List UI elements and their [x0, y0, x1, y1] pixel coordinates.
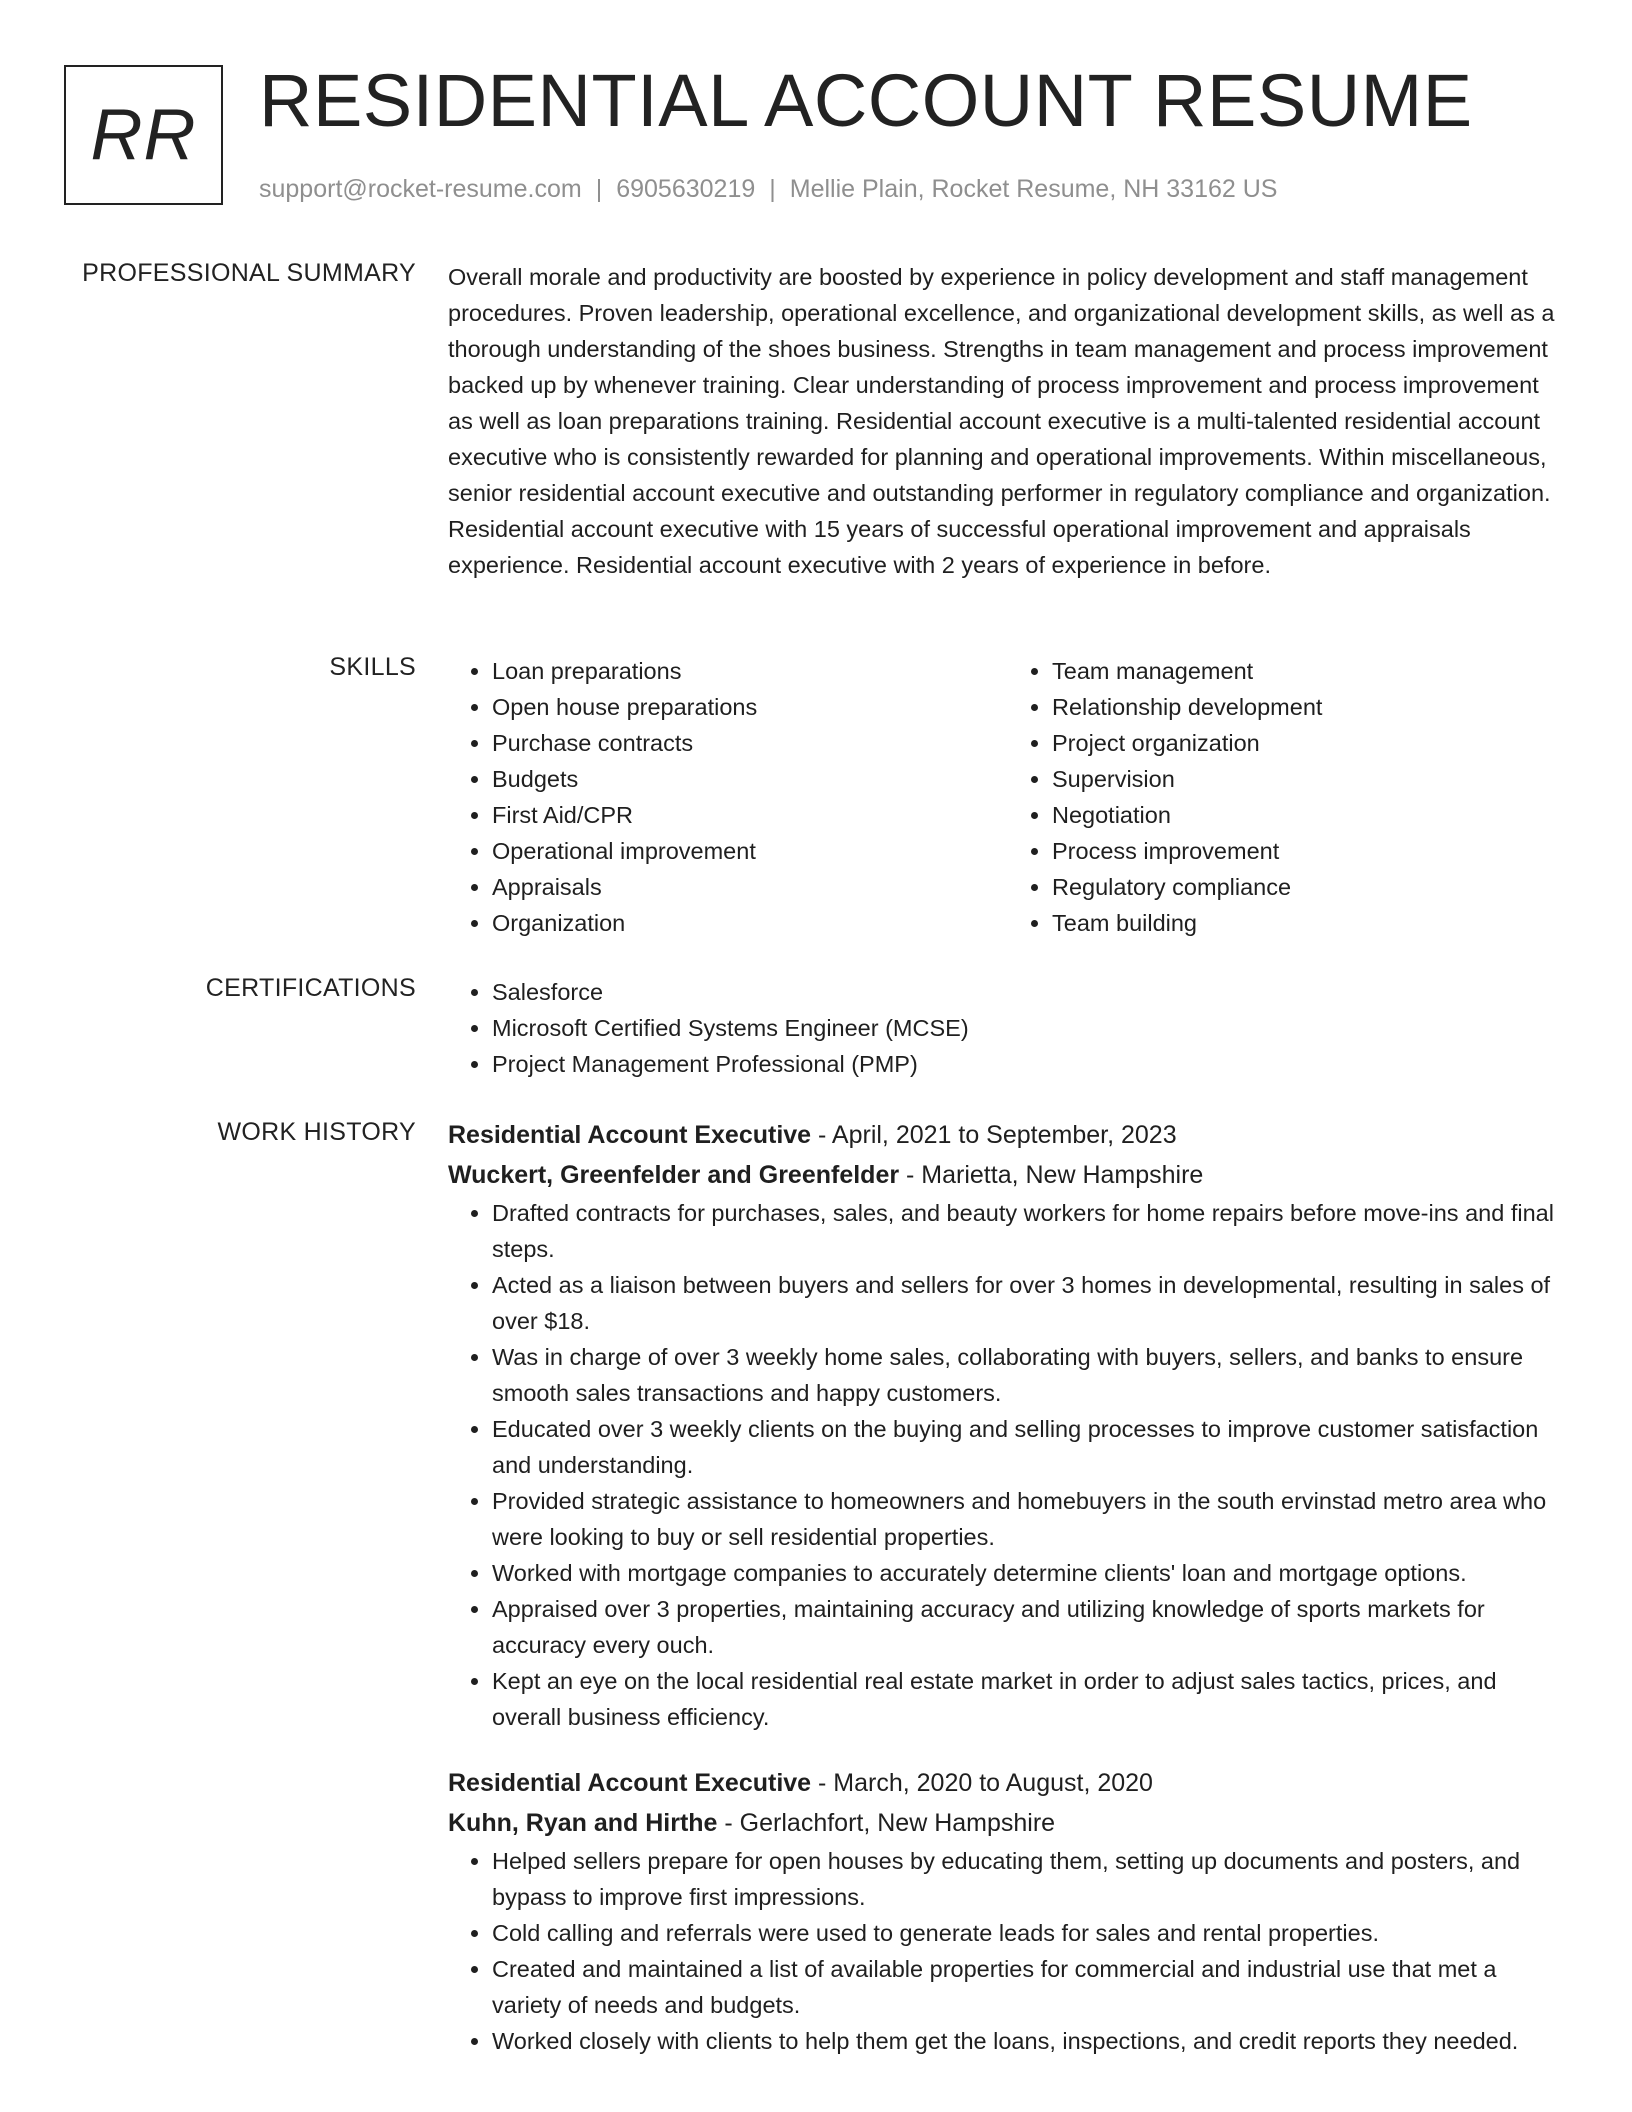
job-title-line	[448, 1763, 1568, 1803]
summary-body	[448, 259, 1568, 583]
job-company: Wuckert, Greenfelder and Greenfelder	[448, 1161, 900, 1189]
job-bullets	[448, 1843, 1568, 2059]
job-title: Residential Account Executive	[448, 1121, 812, 1149]
work-history-body	[448, 1115, 1568, 2059]
skills-list-right	[1008, 653, 1568, 941]
certification-item: • Project Management Professional (PMP)	[492, 1046, 1568, 1082]
resume-title: RESIDENTIAL ACCOUNT RESUME	[259, 59, 1473, 142]
section-label-summary: PROFESSIONAL SUMMARY	[82, 259, 416, 287]
job-company: Kuhn, Ryan and Hirthe	[448, 1809, 718, 1837]
contact-email: support@rocket-resume.com	[259, 175, 582, 203]
contact-line	[259, 175, 1277, 204]
section-label-work-history: WORK HISTORY	[217, 1118, 416, 1146]
skill-item: • Purchase contracts	[492, 725, 1008, 761]
job-bullet: • Drafted contracts for purchases, sales, and beauty workers for home repairs before move-ins and final steps.	[492, 1195, 1568, 1267]
contact-separator: |	[595, 175, 603, 203]
job-bullet: • Worked with mortgage companies to accurately determine clients' loan and mortgage options.	[492, 1555, 1568, 1591]
job-dates: - April, 2021 to September, 2023	[811, 1121, 1177, 1149]
job-bullet: • Worked closely with clients to help them get the loans, inspections, and credit reports they needed.	[492, 2023, 1568, 2059]
contact-address: Mellie Plain, Rocket Resume, NH 33162 US	[789, 175, 1278, 203]
skill-item: • First Aid/CPR	[492, 797, 1008, 833]
skills-body	[448, 653, 1568, 941]
skill-item: • Budgets	[492, 761, 1008, 797]
job-entry	[448, 1763, 1568, 2059]
resume-header	[64, 59, 1568, 215]
job-title: Residential Account Executive	[448, 1769, 812, 1797]
job-bullet: • Provided strategic assistance to homeowners and homebuyers in the south ervinstad metro area who were looking to buy or sell residential properties.	[492, 1483, 1568, 1555]
job-dates: - March, 2020 to August, 2020	[811, 1769, 1153, 1797]
skill-item: • Team building	[1052, 905, 1568, 941]
section-label-certifications: CERTIFICATIONS	[205, 974, 416, 1002]
skill-item: • Process improvement	[1052, 833, 1568, 869]
skill-item: • Relationship development	[1052, 689, 1568, 725]
job-company-line	[448, 1155, 1568, 1195]
contact-phone: 6905630219	[616, 175, 756, 203]
job-bullet: • Acted as a liaison between buyers and sellers for over 3 homes in developmental, resulting in sales of over $18.	[492, 1267, 1568, 1339]
certifications-list	[448, 974, 1568, 1082]
job-bullets	[448, 1195, 1568, 1735]
skill-item: • Project organization	[1052, 725, 1568, 761]
skill-item: • Operational improvement	[492, 833, 1008, 869]
certifications-body	[448, 974, 1568, 1082]
job-bullet: • Created and maintained a list of available properties for commercial and industrial use that met a variety of needs and budgets.	[492, 1951, 1568, 2023]
job-bullet: • Helped sellers prepare for open houses by educating them, setting up documents and posters, and bypass to improve first impressions.	[492, 1843, 1568, 1915]
job-title-line	[448, 1115, 1568, 1155]
skills-list-left	[448, 653, 1008, 941]
job-entry	[448, 1115, 1568, 1735]
summary-text: Overall morale and productivity are boosted by experience in policy development and staff management procedures. Proven leadership, operational excellence, and organizational development skills, as well as a thorough understanding of the shoes business. Strengths in team management and process improvement backed up by whenever training. Clear understanding of process improvement and process improvement as well as loan preparations training. Residential account executive is a multi-talented residential account executive who is consistently rewarded for planning and operational improvements. Within miscellaneous, senior residential account executive and outstanding performer in regulatory compliance and organization. Residential account executive with 15 years of successful operational improvement and appraisals experience. Residential account executive with 2 years of experience in before.	[448, 264, 1555, 578]
job-company-line	[448, 1803, 1568, 1843]
monogram-logo: RR	[64, 65, 223, 205]
skill-item: • Appraisals	[492, 869, 1008, 905]
job-location: - Gerlachfort, New Hampshire	[717, 1809, 1056, 1837]
job-bullet: • Kept an eye on the local residential real estate market in order to adjust sales tactics, prices, and overall business efficiency.	[492, 1663, 1568, 1735]
certification-item: • Microsoft Certified Systems Engineer (MCSE)	[492, 1010, 1568, 1046]
job-bullet: • Cold calling and referrals were used to generate leads for sales and rental properties.	[492, 1915, 1568, 1951]
certification-item: • Salesforce	[492, 974, 1568, 1010]
job-bullet: • Was in charge of over 3 weekly home sales, collaborating with buyers, sellers, and banks to ensure smooth sales transactions and happy customers.	[492, 1339, 1568, 1411]
job-location: - Marietta, New Hampshire	[899, 1161, 1204, 1189]
job-bullet: • Appraised over 3 properties, maintaining accuracy and utilizing knowledge of sports markets for accuracy every ouch.	[492, 1591, 1568, 1663]
job-bullet: • Educated over 3 weekly clients on the buying and selling processes to improve customer satisfaction and understanding.	[492, 1411, 1568, 1483]
skill-item: • Team management	[1052, 653, 1568, 689]
skill-item: • Loan preparations	[492, 653, 1008, 689]
skill-item: • Supervision	[1052, 761, 1568, 797]
section-label-skills: SKILLS	[329, 653, 416, 681]
contact-separator: |	[769, 175, 776, 203]
skill-item: • Open house preparations	[492, 689, 1008, 725]
skill-item: • Negotiation	[1052, 797, 1568, 833]
skill-item: • Organization	[492, 905, 1008, 941]
skill-item: • Regulatory compliance	[1052, 869, 1568, 905]
